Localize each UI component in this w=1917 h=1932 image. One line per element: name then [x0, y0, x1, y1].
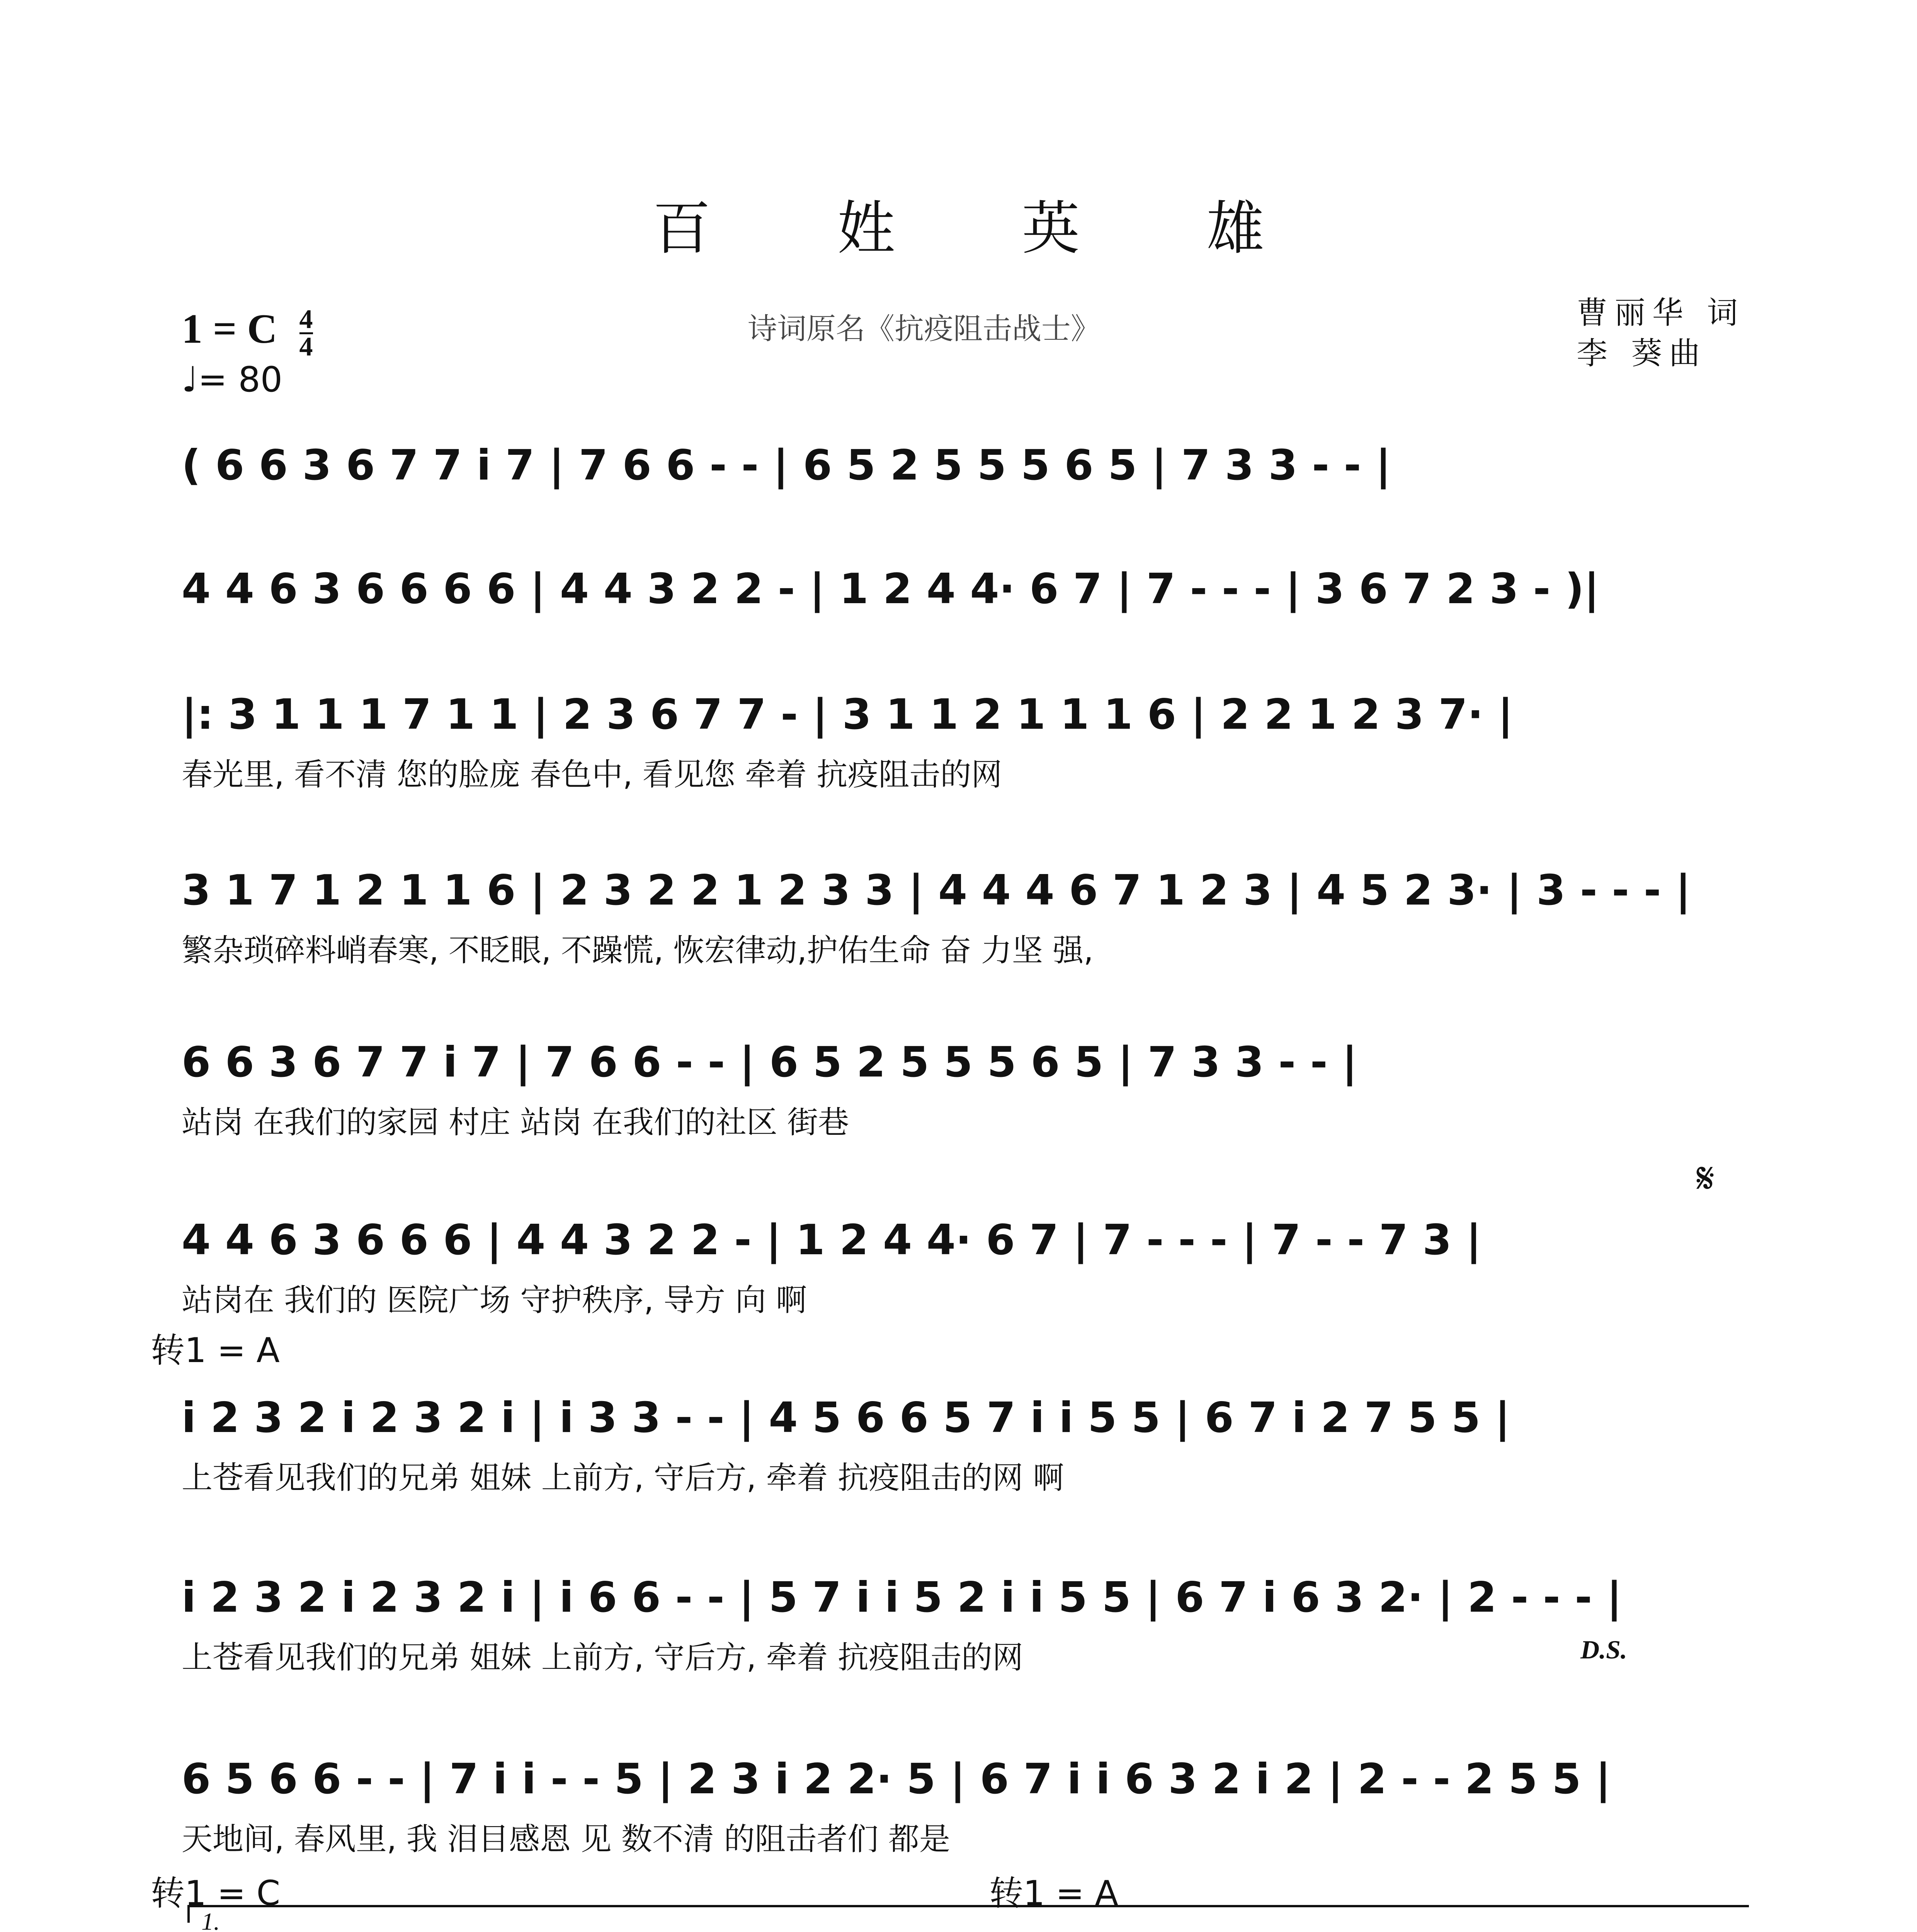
lyricist: 曹丽华 词 [1577, 295, 1745, 331]
composer: 李 葵曲 [1577, 335, 1707, 371]
score-system-6 [182, 1208, 1747, 1347]
subtitle: 诗词原名《抗疫阻击战士》 [748, 311, 1100, 346]
notation-line: 4 4 6 3 6 6 6 6 | 4 4 3 2 2 - | 1 2 4 4· 6 7 | 7 - - - | 3 6 7 2 3 - )| [182, 565, 1599, 613]
lyrics-line: 上苍看见我们的兄弟 姐妹 上前方, 守后方, 牵着 抗疫阻击的网 啊 [182, 1460, 1064, 1496]
score-system-2 [182, 556, 1747, 696]
song-title: 百 姓 英 雄 [652, 195, 1319, 262]
lyrics-line: 春光里, 看不清 您的脸庞 春色中, 看见您 牵着 抗疫阻击的网 [182, 757, 1002, 793]
score-system-7 [182, 1385, 1747, 1524]
tempo-marking: ♩= 80 [182, 359, 282, 400]
score-system-3 [182, 682, 1747, 821]
volta-1: 1. [187, 1905, 1749, 1923]
score-system-5 [182, 1030, 1747, 1169]
lyrics-line: 站岗在 我们的 医院广场 守护秩序, 导方 向 啊 [182, 1282, 807, 1318]
modulation-mark: 转1 = A [151, 1330, 280, 1370]
notation-line: i 2 3 2 i 2 3 2 i | i 3 3 - - | 4 5 6 6 5 7 i i 5 5 | 6 7 i 2 7 5 5 | [182, 1394, 1510, 1442]
notation-line: ( 6 6 3 6 7 7 i 7 | 7 6 6 - - | 6 5 2 5 5 5 6 5 | 7 3 3 - - | [182, 441, 1391, 490]
key-signature: 1 = C $\frac{4}{4}$ [182, 304, 313, 362]
score-system-4 [182, 858, 1747, 997]
modulation-mark: 转1 = A [989, 1873, 1118, 1913]
time-signature: $\frac{4}{4}$ [299, 304, 313, 362]
lyrics-line: 上苍看见我们的兄弟 姐妹 上前方, 守后方, 牵着 抗疫阻击的网 [182, 1639, 1024, 1675]
lyrics-line: 站岗 在我们的家园 村庄 站岗 在我们的社区 街巷 [182, 1104, 849, 1140]
notation-line: 4 4 6 3 6 6 6 | 4 4 3 2 2 - | 1 2 4 4· 6 7 | 7 - - - | 7 - - 7 3 | [182, 1216, 1482, 1264]
notation-line: i 2 3 2 i 2 3 2 i | i 6 6 - - | 5 7 i i 5 2 i i 5 5 | 6 7 i 6 3 2· | 2 - - - | [182, 1573, 1622, 1622]
lyrics-line: 天地间, 春风里, 我 泪目感恩 见 数不清 的阻击者们 都是 [182, 1821, 950, 1857]
notation-line: 6 6 3 6 7 7 i 7 | 7 6 6 - - | 6 5 2 5 5 5 6 5 | 7 3 3 - - | [182, 1038, 1357, 1087]
notation-line: 3 1 7 1 2 1 1 6 | 2 3 2 2 1 2 3 3 | 4 4 4 6 7 1 2 3 | 4 5 2 3· | 3 - - - | [182, 866, 1691, 915]
score-system-9 [182, 1747, 1747, 1886]
notation-line: |: 3 1 1 1 7 1 1 | 2 3 6 7 7 - | 3 1 1 2 1 1 1 6 | 2 2 1 2 3 7· | [182, 690, 1513, 739]
ds-mark: D.S. [1580, 1635, 1627, 1664]
notation-line: 6 5 6 6 - - | 7 i i - - 5 | 2 3 i 2 2· 5 | 6 7 i i 6 3 2 i 2 | 2 - - 2 5 5 | [182, 1755, 1611, 1803]
score-system-8 [182, 1565, 1747, 1704]
segno-mark: 𝄋 [1696, 1153, 1715, 1203]
score-system-1 [182, 433, 1747, 572]
modulation-mark: 转1 = C [151, 1873, 281, 1913]
lyrics-line: 繁杂琐碎料峭春寒, 不眨眼, 不躁慌, 恢宏律动,护佑生命 奋 力坚 强, [182, 932, 1094, 968]
